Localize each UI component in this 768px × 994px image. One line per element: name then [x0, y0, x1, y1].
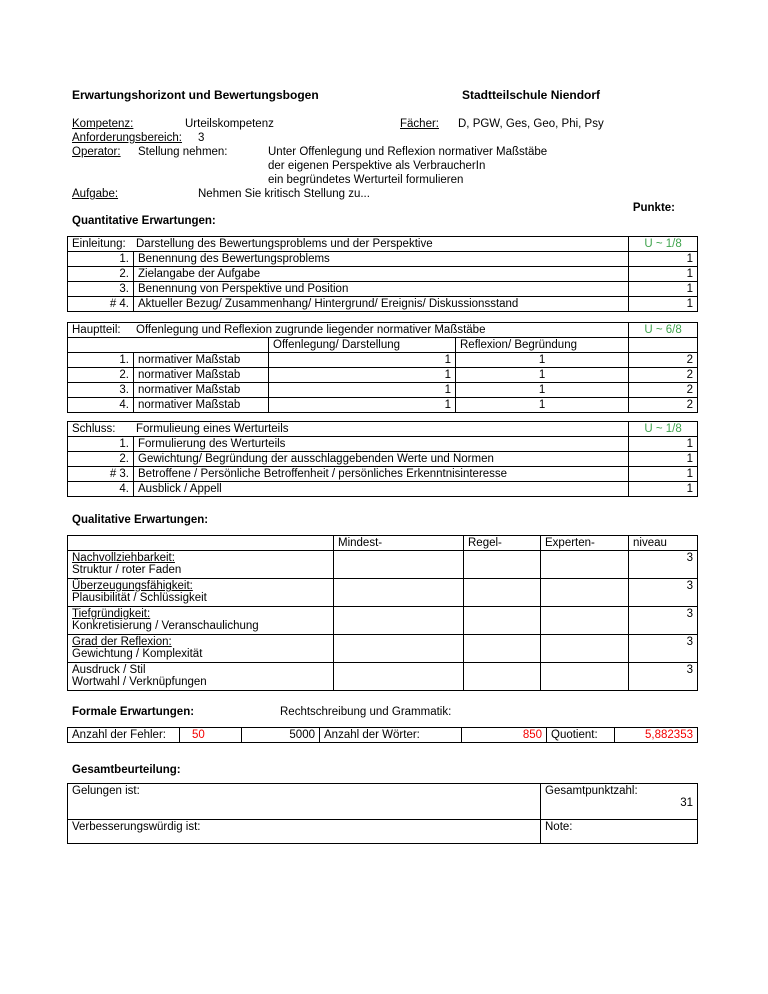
row-text: normativer Maßstab: [134, 398, 269, 413]
row-number: 3.: [68, 383, 134, 398]
table-row: [68, 383, 698, 398]
meta-line-anforderungsbereich: [67, 131, 697, 145]
anforderungsbereich-value: 3: [198, 132, 205, 144]
row-text: Formulierung des Werturteils: [134, 437, 629, 452]
row-number: # 4.: [68, 297, 134, 312]
operator-desc-1: Unter Offenlegung und Reflexion normativer Maßstäbe: [268, 146, 548, 158]
row-text: Gewichtung/ Begründung der ausschlaggebenden Werte und Normen: [134, 452, 629, 467]
schluss-table: [67, 421, 698, 497]
woerter-label: Anzahl der Wörter:: [320, 728, 462, 743]
col-header-niveau: niveau: [629, 536, 698, 551]
qualitative-heading: Qualitative Erwartungen:: [72, 514, 209, 526]
row-points: 1: [629, 267, 698, 282]
table-row: [68, 467, 698, 482]
criterion-title: Grad der Reflexion:: [72, 636, 172, 648]
criterion-detail: Wortwahl / Verknüpfungen: [72, 676, 207, 688]
empty-cell: [464, 607, 541, 635]
row-text: Benennung von Perspektive und Position: [134, 282, 629, 297]
gesamt-table: [67, 783, 698, 844]
empty-cell: [464, 635, 541, 663]
table-row: [68, 551, 698, 579]
row-number: 4.: [68, 482, 134, 497]
section-title: Darstellung des Bewertungsproblems und der Perspektive: [136, 238, 433, 250]
table-row: [68, 784, 698, 820]
section-label: Einleitung:: [72, 238, 126, 250]
row-points: 2: [629, 398, 698, 413]
section-title: Offenlegung und Reflexion zugrunde liegender normativer Maßstäbe: [136, 324, 486, 336]
row-points: 2: [629, 353, 698, 368]
aufgabe-label: Aufgabe:: [72, 188, 119, 200]
table-row: [68, 353, 698, 368]
section-badge: U ~ 6/8: [629, 323, 698, 338]
woerter-value: 850: [462, 728, 547, 743]
criterion-title: Ausdruck / Stil: [72, 664, 146, 676]
hauptteil-table: [67, 322, 698, 413]
empty-cell: [541, 551, 629, 579]
note-cell: Note:: [541, 820, 698, 844]
criterion-detail: Plausibilität / Schlüssigkeit: [72, 592, 207, 604]
empty-cell: [629, 338, 698, 353]
criterion-cell: [68, 579, 334, 607]
row-number: 1.: [68, 353, 134, 368]
row-points: 1: [629, 282, 698, 297]
empty-cell: [334, 607, 464, 635]
basis-value: 5000: [242, 728, 320, 743]
formale-table: [67, 727, 698, 743]
criterion-cell: [68, 607, 334, 635]
table-row: [68, 368, 698, 383]
gesamtpunktzahl-cell: [541, 784, 698, 820]
formale-heading-line: [67, 705, 697, 727]
quotient-label: Quotient:: [547, 728, 615, 743]
criterion-title: Nachvollziehbarkeit:: [72, 552, 175, 564]
table-row: [68, 607, 698, 635]
punkte-line: [67, 201, 697, 214]
section-badge: U ~ 1/8: [629, 422, 698, 437]
row-text: Zielangabe der Aufgabe: [134, 267, 629, 282]
col-header-offenlegung: Offenlegung/ Darstellung: [269, 338, 456, 353]
section-label: Schluss:: [72, 423, 116, 435]
row-points: 1: [629, 452, 698, 467]
row-points: 2: [629, 383, 698, 398]
table-row: [68, 398, 698, 413]
row-text: Benennung des Bewertungsproblems: [134, 252, 629, 267]
meta-line-aufgabe: [67, 187, 697, 201]
empty-cell: [334, 635, 464, 663]
faecher-label: Fächer:: [400, 118, 439, 130]
section-header-cell: [68, 323, 629, 338]
section-header-cell: [68, 237, 629, 252]
table-row: [68, 663, 698, 691]
meta-line-kompetenz: [67, 117, 697, 131]
einleitung-table: [67, 236, 698, 312]
criterion-title: Überzeugungsfähigkeit:: [72, 580, 193, 592]
meta-line-operator: [67, 145, 697, 159]
school-name: Stadtteilschule Niendorf: [462, 88, 601, 102]
offenlegung-points: 1: [269, 368, 456, 383]
reflexion-points: 1: [456, 353, 629, 368]
row-points: 1: [629, 467, 698, 482]
row-number: 2.: [68, 267, 134, 282]
row-number: 1.: [68, 437, 134, 452]
table-row: [68, 635, 698, 663]
gesamtpunktzahl-label: Gesamtpunktzahl:: [545, 785, 638, 797]
row-text: normativer Maßstab: [134, 383, 269, 398]
meta-line-operator-2: [67, 159, 697, 173]
table-row: [68, 267, 698, 282]
offenlegung-points: 1: [269, 383, 456, 398]
title-row: [67, 88, 697, 104]
row-points: 3: [629, 663, 698, 691]
table-row: [68, 297, 698, 312]
qualitative-table: [67, 535, 698, 691]
table-row: [68, 323, 698, 338]
row-number: 3.: [68, 282, 134, 297]
doc-title: Erwartungshorizont und Bewertungsbogen: [72, 88, 319, 102]
table-row: [68, 579, 698, 607]
empty-cell: [334, 551, 464, 579]
formale-subtitle: Rechtschreibung und Grammatik:: [280, 706, 452, 718]
row-text: Betroffene / Persönliche Betroffenheit / persönliches Erkenntnisinteresse: [134, 467, 629, 482]
section-label: Hauptteil:: [72, 324, 121, 336]
table-row: [68, 338, 698, 353]
criterion-detail: Gewichtung / Komplexität: [72, 648, 203, 660]
row-points: 2: [629, 368, 698, 383]
criterion-detail: Konkretisierung / Veranschaulichung: [72, 620, 259, 632]
empty-cell: [541, 579, 629, 607]
criterion-cell: [68, 663, 334, 691]
criterion-cell: [68, 551, 334, 579]
row-points: 1: [629, 252, 698, 267]
row-number: 2.: [68, 452, 134, 467]
operator-value: Stellung nehmen:: [138, 146, 228, 158]
reflexion-points: 1: [456, 383, 629, 398]
table-row: [68, 252, 698, 267]
col-header-reflexion: Reflexion/ Begründung: [456, 338, 629, 353]
table-row: [68, 282, 698, 297]
empty-cell: [68, 536, 334, 551]
kompetenz-value: Urteilskompetenz: [185, 118, 274, 130]
row-text: Ausblick / Appell: [134, 482, 629, 497]
quantitative-heading: Quantitative Erwartungen:: [72, 215, 216, 227]
operator-desc-2: der eigenen Perspektive als VerbraucherIn: [268, 160, 486, 172]
quotient-value: 5,882353: [615, 728, 698, 743]
empty-cell: [541, 635, 629, 663]
row-points: 1: [629, 437, 698, 452]
row-number: 1.: [68, 252, 134, 267]
table-row: [68, 820, 698, 844]
table-row: [68, 536, 698, 551]
aufgabe-value: Nehmen Sie kritisch Stellung zu...: [198, 188, 370, 200]
empty-cell: [334, 663, 464, 691]
empty-cell: [464, 579, 541, 607]
section-title: Formulieung eines Werturteils: [136, 423, 289, 435]
table-row: [68, 422, 698, 437]
fehler-label: Anzahl der Fehler:: [68, 728, 180, 743]
section-badge: U ~ 1/8: [629, 237, 698, 252]
row-number: 4.: [68, 398, 134, 413]
table-row: [68, 237, 698, 252]
empty-cell: [541, 607, 629, 635]
kompetenz-label: Kompetenz:: [72, 118, 134, 130]
offenlegung-points: 1: [269, 398, 456, 413]
table-row: [68, 728, 698, 743]
criterion-detail: Struktur / roter Faden: [72, 564, 182, 576]
punkte-label: Punkte:: [632, 202, 675, 214]
meta-line-operator-3: [67, 173, 697, 187]
operator-label: Operator:: [72, 146, 121, 158]
operator-desc-3: ein begründetes Werturteil formulieren: [268, 174, 464, 186]
row-points: 3: [629, 551, 698, 579]
col-header-mindest: Mindest-: [334, 536, 464, 551]
anforderungsbereich-label: Anforderungsbereich:: [72, 132, 182, 144]
row-points: 1: [629, 297, 698, 312]
criterion-title: Tiefgründigkeit:: [72, 608, 151, 620]
row-points: 1: [629, 482, 698, 497]
empty-cell: [541, 663, 629, 691]
criterion-cell: [68, 635, 334, 663]
section-header-cell: [68, 422, 629, 437]
document-content: [67, 88, 697, 844]
reflexion-points: 1: [456, 368, 629, 383]
gelungen-cell: Gelungen ist:: [68, 784, 541, 820]
row-points: 3: [629, 579, 698, 607]
table-row: [68, 452, 698, 467]
row-points: 3: [629, 607, 698, 635]
empty-cell: [68, 338, 269, 353]
row-text: normativer Maßstab: [134, 368, 269, 383]
gesamtpunktzahl-value: 31: [680, 797, 693, 809]
reflexion-points: 1: [456, 398, 629, 413]
table-row: [68, 437, 698, 452]
row-text: normativer Maßstab: [134, 353, 269, 368]
empty-cell: [334, 579, 464, 607]
row-number: 2.: [68, 368, 134, 383]
gesamt-heading: Gesamtbeurteilung:: [72, 764, 181, 776]
fehler-value: 50: [180, 728, 242, 743]
empty-cell: [464, 663, 541, 691]
col-header-experten: Experten-: [541, 536, 629, 551]
row-text: Aktueller Bezug/ Zusammenhang/ Hintergrund/ Ereignis/ Diskussionsstand: [134, 297, 629, 312]
formale-heading: Formale Erwartungen:: [72, 706, 195, 718]
faecher-value: D, PGW, Ges, Geo, Phi, Psy: [458, 118, 604, 130]
empty-cell: [464, 551, 541, 579]
table-row: [68, 482, 698, 497]
offenlegung-points: 1: [269, 353, 456, 368]
row-points: 3: [629, 635, 698, 663]
verbesserung-cell: Verbesserungswürdig ist:: [68, 820, 541, 844]
col-header-regel: Regel-: [464, 536, 541, 551]
row-number: # 3.: [68, 467, 134, 482]
